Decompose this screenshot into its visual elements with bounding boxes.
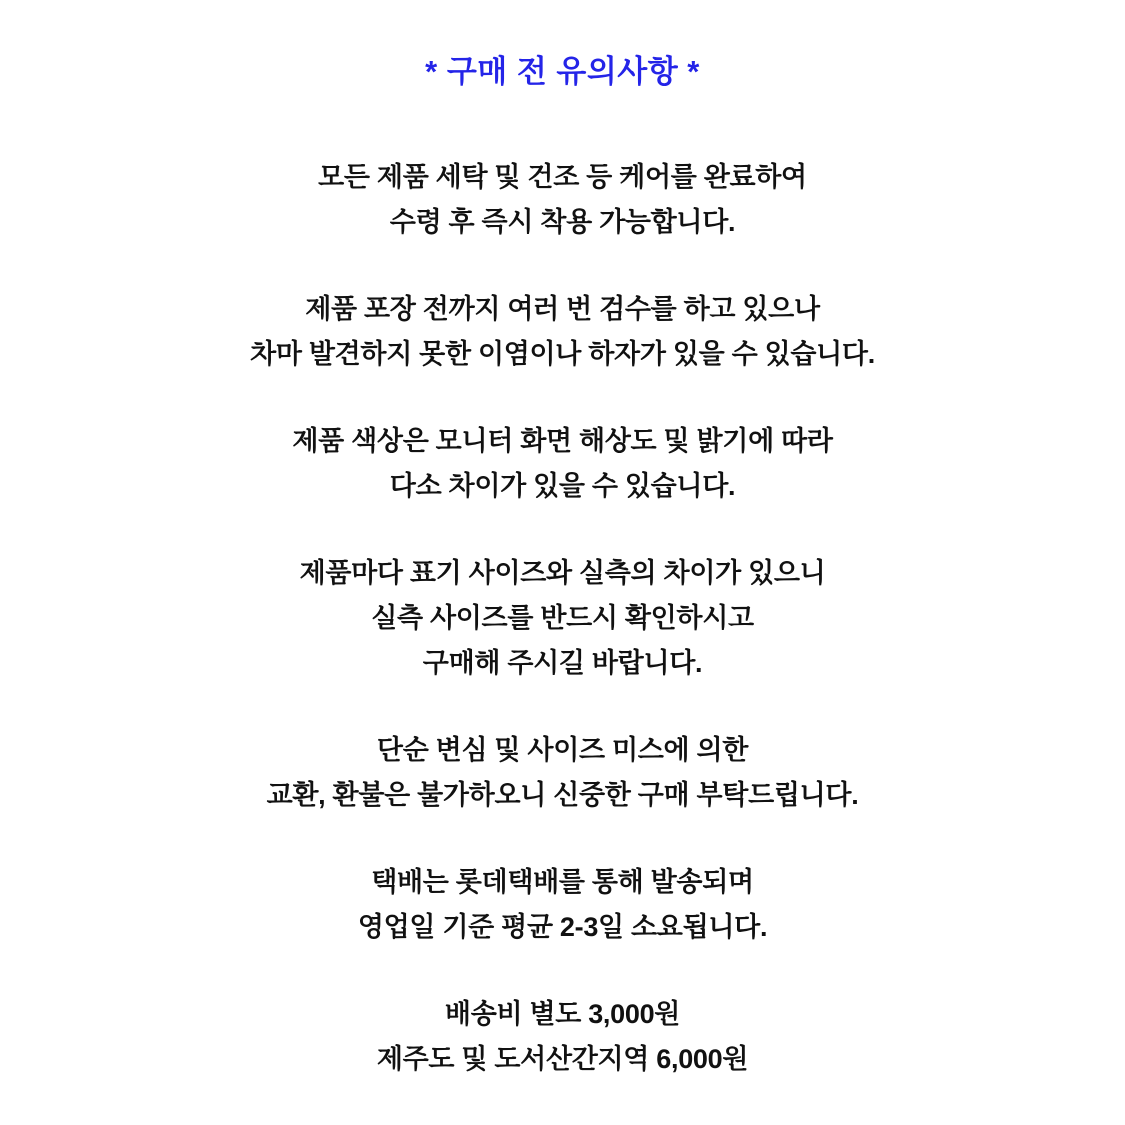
notice-line: 제품 색상은 모니터 화면 해상도 및 밝기에 따라 — [292, 426, 833, 456]
notice-line: 다소 차이가 있을 수 있습니다. — [389, 471, 736, 501]
notice-line: 모든 제품 세탁 및 건조 등 케어를 완료하여 — [318, 162, 807, 192]
notice-line: 영업일 기준 평균 2-3일 소요됩니다. — [357, 912, 768, 942]
notice-paragraph-care — [0, 155, 1125, 245]
notice-line: 택배는 롯데택배를 통해 발송되며 — [371, 867, 754, 897]
notice-line: 교환, 환불은 불가하오니 신중한 구매 부탁드립니다. — [266, 780, 859, 810]
notice-paragraph-color — [0, 419, 1125, 509]
notice-paragraph-shipping-fee — [0, 992, 1125, 1082]
notice-paragraph-size — [0, 551, 1125, 686]
page-title: * 구매 전 유의사항 * — [425, 54, 700, 89]
notice-line: 구매해 주시길 바랍니다. — [422, 648, 703, 678]
notice-line: 수령 후 즉시 착용 가능합니다. — [389, 207, 736, 237]
notice-line: 배송비 별도 3,000원 — [444, 999, 681, 1029]
notice-line: 제품 포장 전까지 여러 번 검수를 하고 있으나 — [305, 294, 820, 324]
notice-paragraph-refund — [0, 728, 1125, 818]
notice-line: 제품마다 표기 사이즈와 실측의 차이가 있으니 — [299, 558, 826, 588]
notice-paragraph-inspection — [0, 287, 1125, 377]
notice-line: 실측 사이즈를 반드시 확인하시고 — [371, 603, 754, 633]
notice-line: 단순 변심 및 사이즈 미스에 의한 — [376, 735, 749, 765]
notice-line: 차마 발견하지 못한 이염이나 하자가 있을 수 있습니다. — [250, 339, 875, 369]
notice-line: 제주도 및 도서산간지역 6,000원 — [376, 1044, 749, 1074]
notice-paragraph-shipping — [0, 860, 1125, 950]
